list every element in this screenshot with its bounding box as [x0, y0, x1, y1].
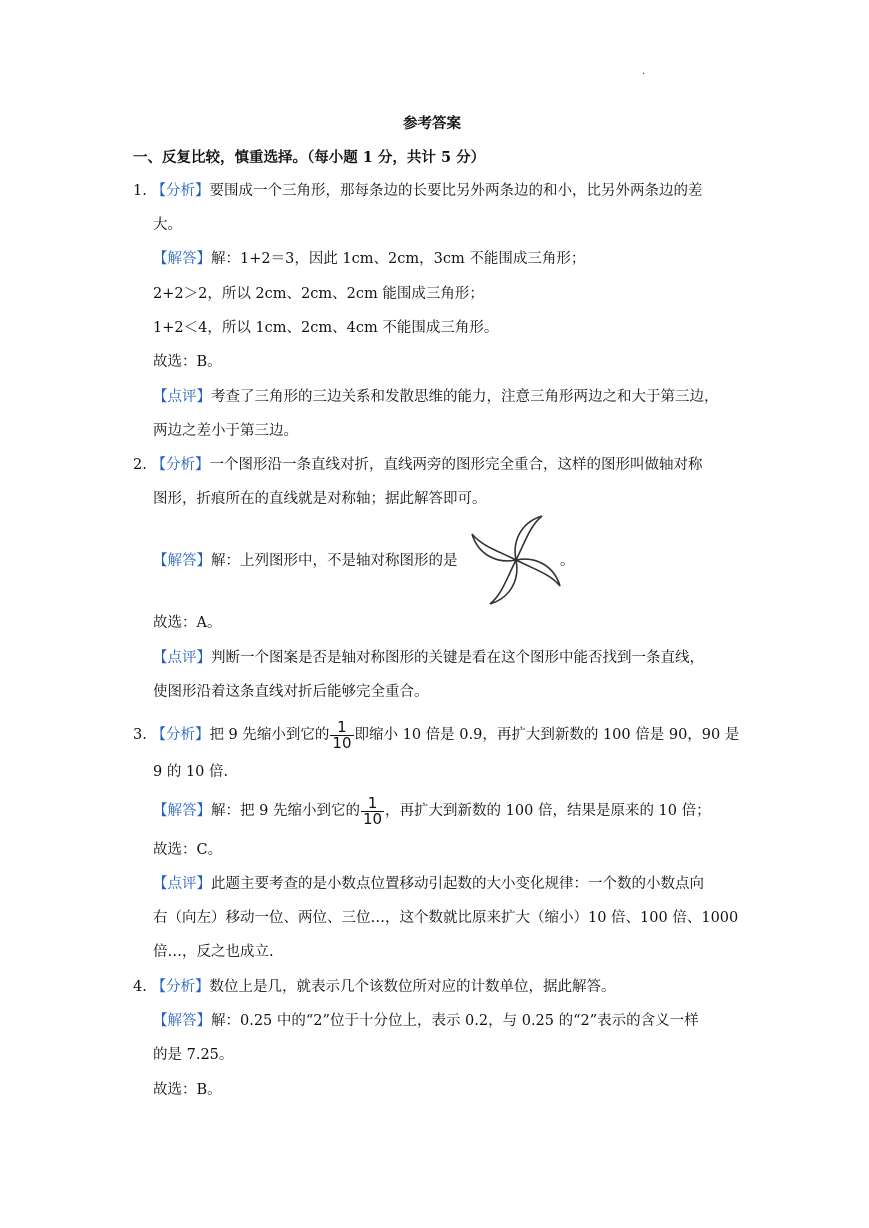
q2-analysis-cont: 图形，折痕所在的直线就是对称轴；据此解答即可。	[153, 491, 487, 507]
q3-number: 3.	[133, 727, 147, 743]
q2-analysis-line	[133, 455, 702, 475]
fraction-denominator: 10	[362, 809, 383, 828]
q1-number: 1.	[133, 183, 147, 199]
fraction-one-tenth	[330, 717, 353, 752]
q4-choice: 故选：B。	[153, 1082, 222, 1098]
solution-tag: 【解答】	[153, 1013, 211, 1029]
comment-tag: 【点评】	[153, 389, 211, 405]
q4-analysis-text: 数位上是几，就表示几个该数位所对应的计数单位，据此解答。	[209, 979, 616, 995]
q1-analysis-line	[133, 181, 702, 201]
q1-comment-text: 考查了三角形的三边关系和发散思维的能力，注意三角形两边之和大于第三边，	[211, 389, 719, 405]
q1-analysis-text: 要围成一个三角形，那每条边的长要比另外两条边的和小，比另外两条边的差	[209, 183, 703, 199]
q3-solution-text-a: 解：把 9 先缩小到它的	[211, 803, 360, 819]
analysis-tag: 【分析】	[151, 727, 210, 743]
q3-comment-text: 此题主要考查的是小数点位置移动引起数的大小变化规律：一个数的小数点向	[211, 876, 704, 892]
q4-solution-text: 解：0.25 中的“2”位于十分位上，表示 0.2，与 0.25 的“2”表示的含义一样	[211, 1013, 699, 1029]
corner-mark: .	[642, 66, 646, 77]
section-heading: 一、反复比较，慎重选择。（每小题 1 分，共计 5 分）	[133, 149, 486, 166]
solution-tag: 【解答】	[153, 553, 211, 569]
fraction-one-tenth	[361, 793, 384, 828]
q3-choice: 故选：C。	[153, 842, 223, 858]
q2-analysis-text: 一个图形沿一条直线对折，直线两旁的图形完全重合，这样的图形叫做轴对称	[209, 457, 703, 473]
analysis-tag: 【分析】	[151, 457, 210, 473]
q3-comment-cont-2: 倍…，反之也成立.	[153, 944, 274, 960]
q1-solution-line-2: 2+2＞2，所以 2cm、2cm、2cm 能围成三角形；	[153, 286, 484, 302]
q3-comment-line	[153, 874, 704, 894]
page-title: 参考答案	[403, 115, 461, 132]
q1-choice: 故选：B。	[153, 354, 222, 370]
comment-tag: 【点评】	[153, 876, 211, 892]
q3-analysis-line	[133, 718, 739, 752]
q3-solution-line	[153, 794, 711, 828]
analysis-tag: 【分析】	[151, 979, 210, 995]
q4-analysis-line	[133, 977, 615, 997]
q2-solution-end: 。	[560, 553, 575, 569]
solution-tag: 【解答】	[153, 251, 211, 267]
q1-comment-cont: 两边之差小于第三边。	[153, 423, 298, 439]
q2-solution-line	[153, 551, 458, 571]
q4-solution-cont: 的是 7.25。	[153, 1047, 234, 1063]
pinwheel-figure	[470, 514, 562, 606]
q2-comment-cont: 使图形沿着这条直线对折后能够完全重合。	[153, 684, 429, 700]
q4-number: 4.	[133, 979, 147, 995]
q2-number: 2.	[133, 457, 147, 473]
solution-tag: 【解答】	[153, 803, 211, 819]
q1-solution-line	[153, 249, 585, 269]
fraction-denominator: 10	[332, 733, 352, 752]
q3-comment-cont: 右（向左）移动一位、两位、三位…，这个数就比原来扩大（缩小）10 倍、100 倍、1000	[153, 910, 739, 926]
q1-comment-line	[153, 387, 719, 407]
q2-choice: 故选：A。	[153, 615, 222, 631]
q2-comment-text: 判断一个图案是否是轴对称图形的关键是看在这个图形中能否找到一条直线，	[211, 650, 704, 666]
comment-tag: 【点评】	[153, 650, 211, 666]
analysis-tag: 【分析】	[151, 183, 210, 199]
q3-solution-text-b: ，再扩大到新数的 100 倍，结果是原来的 10 倍；	[385, 803, 711, 819]
q4-solution-line	[153, 1011, 699, 1031]
fraction-numerator: 1	[337, 717, 347, 736]
q3-analysis-cont: 9 的 10 倍.	[153, 764, 229, 780]
q1-solution-text: 解：1+2＝3，因此 1cm、2cm，3cm 不能围成三角形；	[211, 251, 586, 267]
q1-analysis-cont: 大。	[153, 217, 182, 233]
q2-comment-line	[153, 648, 704, 668]
q1-solution-line-3: 1+2＜4，所以 1cm、2cm、4cm 不能围成三角形。	[153, 320, 499, 336]
q3-analysis-text-a: 把 9 先缩小到它的	[209, 727, 330, 743]
q2-solution-text: 解：上列图形中，不是轴对称图形的是	[211, 553, 458, 569]
q3-analysis-text-b: 即缩小 10 倍是 0.9，再扩大到新数的 100 倍是 90，90 是	[354, 727, 740, 743]
fraction-numerator: 1	[367, 793, 378, 812]
